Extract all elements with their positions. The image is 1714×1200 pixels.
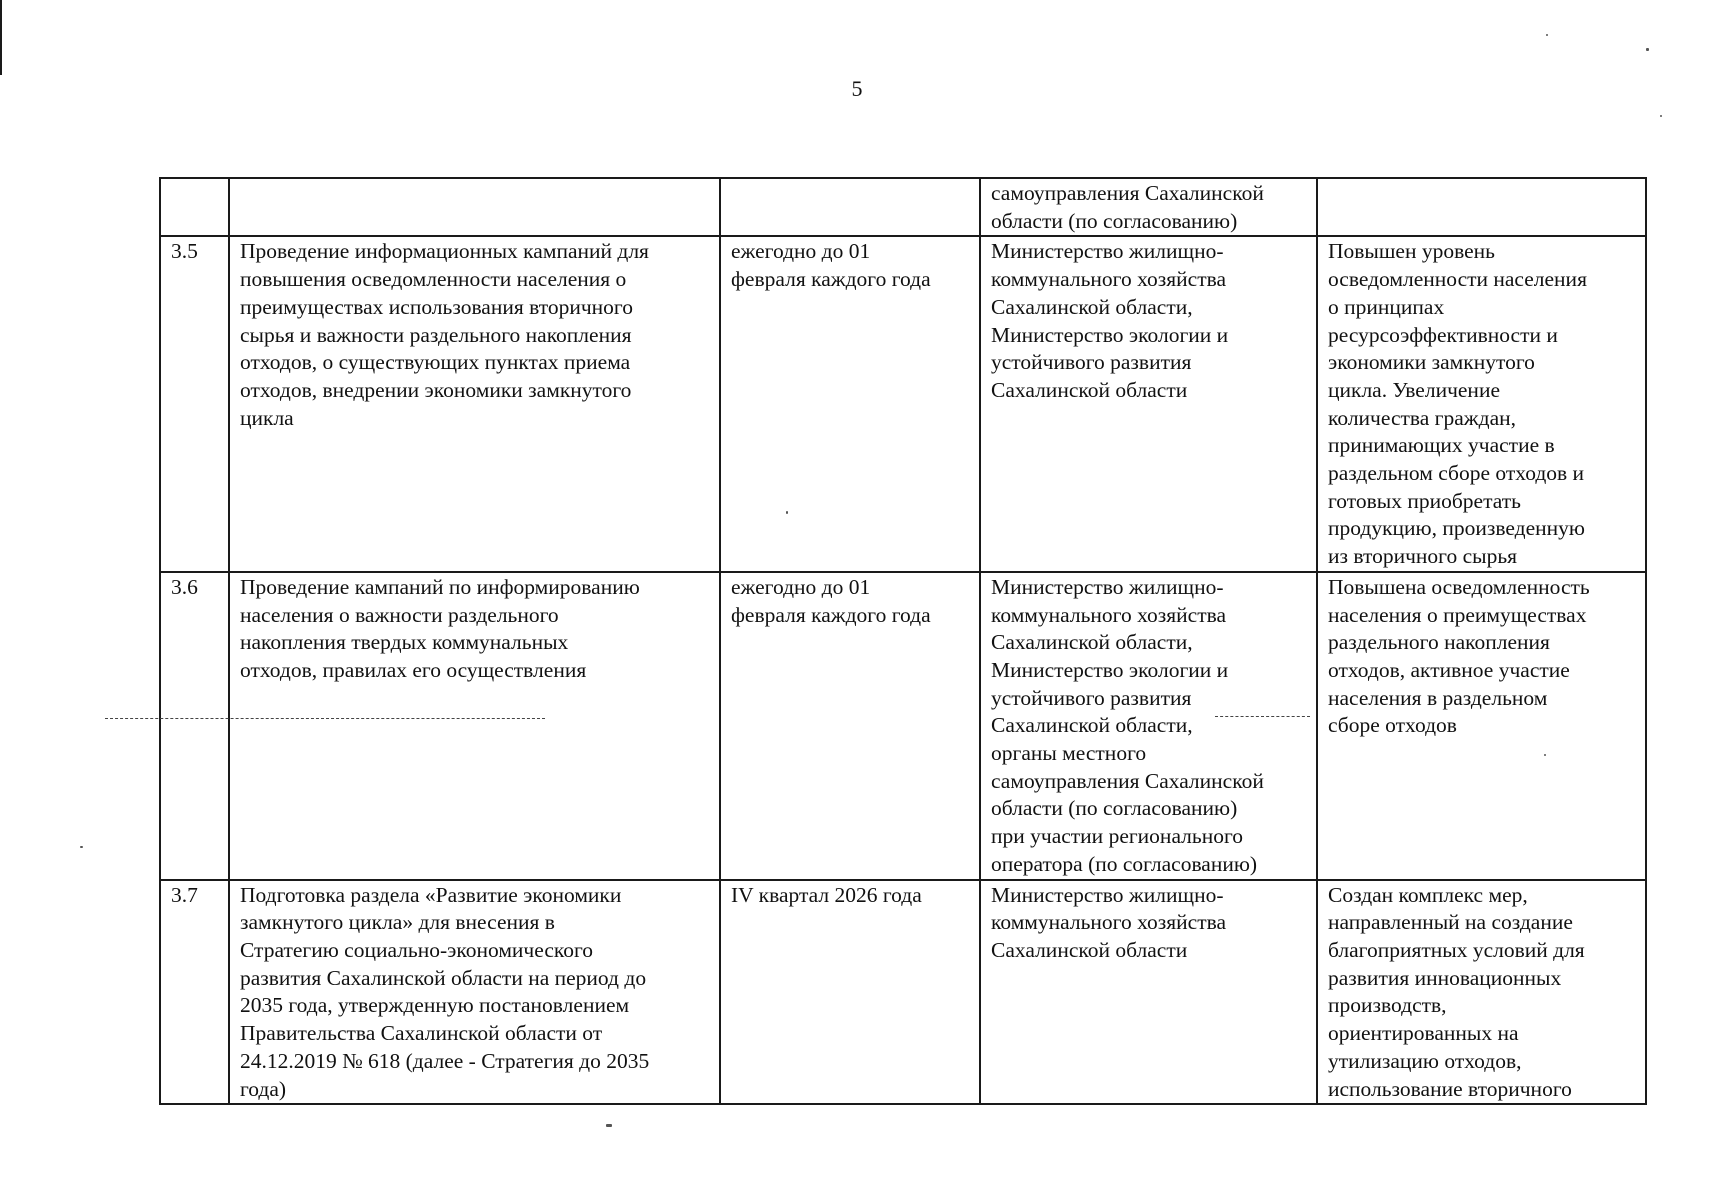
deadline-cell <box>720 178 980 236</box>
scan-artifact-dash <box>1215 716 1310 718</box>
scan-artifact-speck <box>1660 115 1662 117</box>
activity-cell: Подготовка раздела «Развитие экономики замкнутого цикла» для внесения в Стратегию социально-экономического развития Сахалинской области на период до 2035 года, утвержденную постановлением Правительства Сахалинской области от 24.12.2019 № 618 (далее - Стратегия до 2035 года) <box>229 880 720 1105</box>
scan-artifact-speck <box>1544 754 1546 756</box>
page-number: 5 <box>851 76 863 101</box>
executor-cell: Министерство жилищно- коммунального хозяйства Сахалинской области <box>980 880 1317 1105</box>
table-row <box>160 178 1646 236</box>
scan-left-edge-mark <box>0 0 2 75</box>
row-number-cell: 3.5 <box>160 236 229 571</box>
row-number-cell <box>160 178 229 236</box>
executor-cell: Министерство жилищно- коммунального хозяйства Сахалинской области, Министерство экологии и устойчивого развития Сахалинской области, органы местного самоуправления Сахалинской области (по согласованию) при участии регионального оператора (по согласованию) <box>980 572 1317 880</box>
table-row <box>160 880 1646 1105</box>
executor-cell: самоуправления Сахалинской области (по согласованию) <box>980 178 1317 236</box>
activity-cell: Проведение информационных кампаний для повышения осведомленности населения о преимуществах использования вторичного сырья и важности раздельного накопления отходов, о существующих пунктах приема отходов, внедрении экономики замкнутого цикла <box>229 236 720 571</box>
result-cell: Повышен уровень осведомленности населения о принципах ресурсоэффективности и экономики замкнутого цикла. Увеличение количества граждан, принимающих участие в раздельном сборе отходов и готовых приобретать продукцию, произведенную из вторичного сырья <box>1317 236 1646 571</box>
result-cell <box>1317 178 1646 236</box>
deadline-cell: ежегодно до 01 февраля каждого года <box>720 572 980 880</box>
result-cell: Повышена осведомленность населения о преимуществах раздельного накопления отходов, активное участие населения в раздельном сборе отходов <box>1317 572 1646 880</box>
scan-artifact-speck <box>80 846 83 848</box>
scan-artifact-speck <box>606 1124 612 1127</box>
measures-table <box>159 177 1647 1105</box>
activity-cell <box>229 178 720 236</box>
scan-artifact-speck <box>1646 48 1649 51</box>
scan-artifact-dash <box>105 718 545 720</box>
activity-cell: Проведение кампаний по информированию населения о важности раздельного накопления твердых коммунальных отходов, правилах его осуществления <box>229 572 720 880</box>
table-row <box>160 236 1646 571</box>
row-number-cell: 3.6 <box>160 572 229 880</box>
scan-artifact-speck <box>786 511 788 514</box>
executor-cell: Министерство жилищно- коммунального хозяйства Сахалинской области, Министерство экологии и устойчивого развития Сахалинской области <box>980 236 1317 571</box>
scan-artifact-speck <box>1546 34 1548 36</box>
deadline-cell: IV квартал 2026 года <box>720 880 980 1105</box>
deadline-cell: ежегодно до 01 февраля каждого года <box>720 236 980 571</box>
row-number-cell: 3.7 <box>160 880 229 1105</box>
result-cell: Создан комплекс мер, направленный на создание благоприятных условий для развития инновационных производств, ориентированных на утилизацию отходов, использование вторичного <box>1317 880 1646 1105</box>
table-row <box>160 572 1646 880</box>
